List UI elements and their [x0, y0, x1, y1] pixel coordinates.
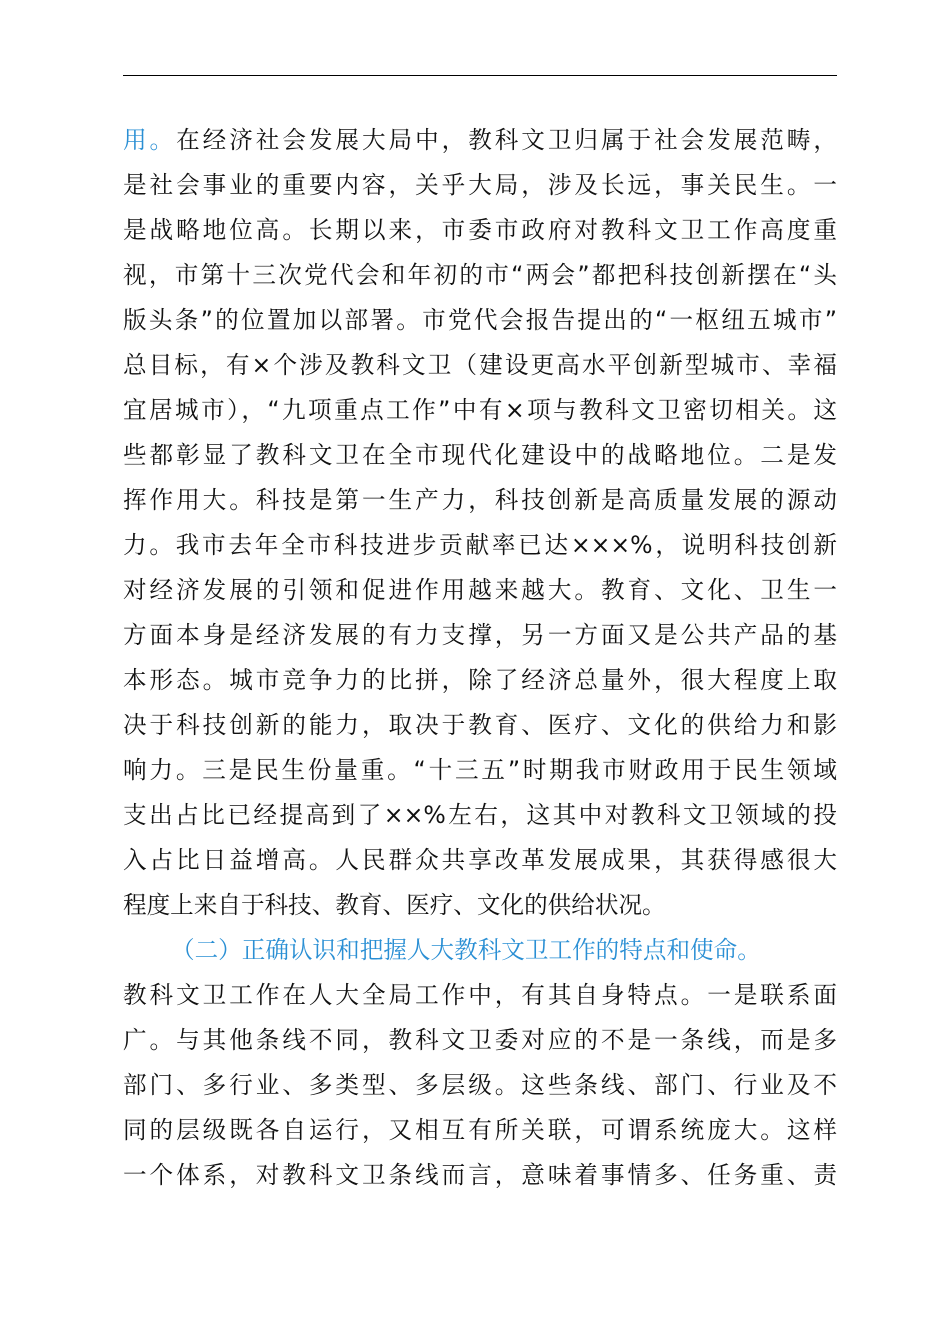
text-line [123, 703, 837, 748]
body-text: 支出占比已经提高到了××%左右，这其中对教科文卫领域的投 [123, 801, 837, 829]
text-line [123, 208, 837, 253]
text-line [123, 1108, 837, 1153]
text-line [123, 118, 837, 163]
body-text: 是社会事业的重要内容，关乎大局，涉及长远，事关民生。一 [123, 171, 837, 199]
text-line [123, 1063, 837, 1108]
body-text: 方面本身是经济发展的有力支撑，另一方面又是公共产品的基 [123, 621, 837, 649]
text-line [123, 253, 837, 298]
text-line [123, 388, 837, 433]
text-line [123, 973, 837, 1018]
body-text: 广。与其他条线不同，教科文卫委对应的不是一条线，而是多 [123, 1026, 837, 1054]
body-text: 挥作用大。科技是第一生产力，科技创新是高质量发展的源动 [123, 486, 837, 514]
highlighted-text: 用。 [123, 126, 177, 154]
text-line [123, 793, 837, 838]
body-text: 响力。三是民生份量重。“十三五”时期我市财政用于民生领域 [123, 756, 837, 784]
body-text: 在经济社会发展大局中，教科文卫归属于社会发展范畴， [176, 126, 837, 154]
text-line [123, 523, 837, 568]
text-line [123, 748, 837, 793]
body-text: 是战略地位高。长期以来，市委市政府对教科文卫工作高度重 [123, 216, 837, 244]
text-line [123, 478, 837, 523]
body-text: 部门、多行业、多类型、多层级。这些条线、部门、行业及不 [123, 1071, 837, 1099]
text-line [123, 1018, 837, 1063]
text-line [123, 343, 837, 388]
body-text: 力。我市去年全市科技进步贡献率已达×××%，说明科技创新 [123, 531, 837, 559]
text-line [123, 163, 837, 208]
body-text: 对经济发展的引领和促进作用越来越大。教育、文化、卫生一 [123, 576, 837, 604]
text-line [123, 568, 837, 613]
text-line [123, 613, 837, 658]
text-line [123, 433, 837, 478]
body-text: 总目标，有×个涉及教科文卫（建设更高水平创新型城市、幸福 [123, 351, 837, 379]
text-line [123, 298, 837, 343]
body-text: 程度上来自于科技、教育、医疗、文化的供给状况。 [123, 891, 666, 919]
text-line [123, 838, 837, 883]
body-text: 同的层级既各自运行，又相互有所关联，可谓系统庞大。这样 [123, 1116, 837, 1144]
text-line [123, 883, 837, 928]
text-line [123, 1153, 837, 1198]
text-line [123, 658, 837, 703]
body-text: 视，市第十三次党代会和年初的市“两会”都把科技创新摆在“头 [123, 261, 837, 289]
body-text: 教科文卫工作在人大全局工作中，有其自身特点。一是联系面 [123, 981, 837, 1009]
body-text: 版头条”的位置加以部署。市党代会报告提出的“一枢纽五城市” [123, 306, 837, 334]
body-text: 一个体系，对教科文卫条线而言，意味着事情多、任务重、责 [123, 1161, 837, 1189]
header-rule [123, 75, 837, 76]
body-text: 本形态。城市竞争力的比拼，除了经济总量外，很大程度上取 [123, 666, 837, 694]
body-text: 宜居城市），“九项重点工作”中有×项与教科文卫密切相关。这 [123, 396, 837, 424]
document-body [123, 118, 837, 1198]
body-text: 些都彰显了教科文卫在全市现代化建设中的战略地位。二是发 [123, 441, 837, 469]
body-text: 入占比日益增高。人民群众共享改革发展成果，其获得感很大 [123, 846, 837, 874]
section-heading-text: （二）正确认识和把握人大教科文卫工作的特点和使命。 [171, 936, 761, 964]
body-text: 决于科技创新的能力，取决于教育、医疗、文化的供给力和影 [123, 711, 837, 739]
section-heading [123, 928, 837, 973]
